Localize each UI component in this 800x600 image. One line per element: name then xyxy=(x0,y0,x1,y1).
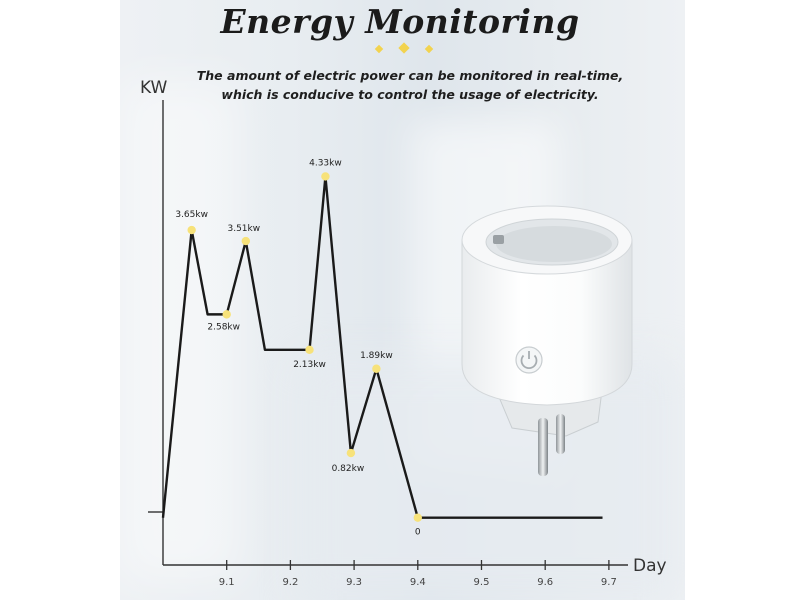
smart-plug-icon xyxy=(462,206,632,476)
x-tick-label: 9.5 xyxy=(473,577,490,588)
x-tick-label: 9.6 xyxy=(537,577,554,588)
x-axis-title: Day xyxy=(633,556,667,576)
x-tick-label: 9.2 xyxy=(282,577,299,588)
data-label: 4.33kw xyxy=(309,158,342,169)
data-point xyxy=(187,226,195,234)
subtitle-line-2: which is conducive to control the usage of electricity. xyxy=(221,87,599,102)
data-point xyxy=(414,514,422,522)
data-point xyxy=(347,449,355,457)
data-label: 3.51kw xyxy=(227,224,261,235)
x-tick-label: 9.7 xyxy=(600,577,617,588)
data-label: 1.89kw xyxy=(360,350,393,361)
x-ticks xyxy=(219,560,617,588)
data-point xyxy=(222,310,230,318)
data-label: 3.65kw xyxy=(175,210,208,221)
data-label: 2.58kw xyxy=(207,322,241,333)
data-point xyxy=(305,346,313,354)
series-points xyxy=(187,172,422,522)
page-title: Energy Monitoring xyxy=(220,2,580,41)
x-tick-label: 9.4 xyxy=(409,577,426,588)
data-label: 0.82kw xyxy=(331,464,365,475)
x-tick-label: 9.1 xyxy=(218,577,235,588)
x-tick-label: 9.3 xyxy=(346,577,363,588)
data-label: 0 xyxy=(414,527,421,538)
data-point xyxy=(242,237,250,245)
data-labels xyxy=(175,158,421,537)
y-axis-title: KW xyxy=(140,78,168,98)
data-point xyxy=(321,172,329,180)
data-point xyxy=(372,365,380,373)
data-label: 2.13kw xyxy=(293,359,326,370)
subtitle-line-1: The amount of electric power can be monitored in real-time, xyxy=(196,68,624,83)
